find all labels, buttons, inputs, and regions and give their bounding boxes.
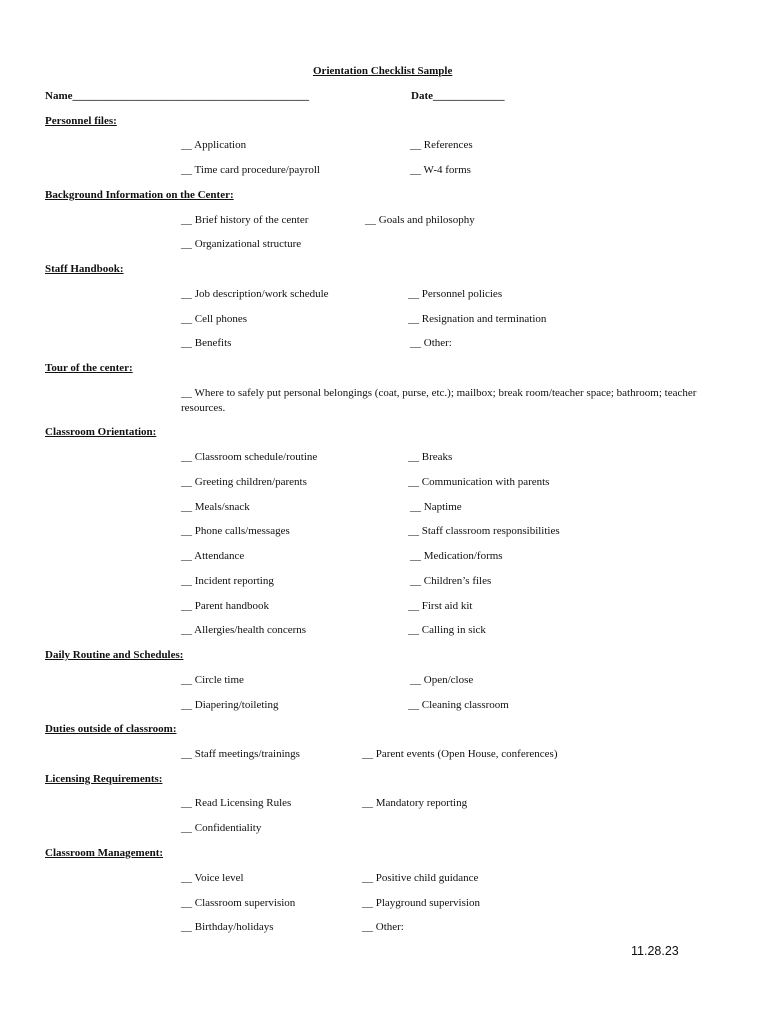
checklist-item[interactable]: __ Birthday/holidays (181, 921, 274, 933)
checklist-item[interactable]: __ Classroom schedule/routine (181, 451, 318, 463)
checklist-item[interactable]: __ Organizational structure (181, 238, 302, 250)
checklist-item[interactable]: __ Open/close (410, 674, 474, 686)
checklist-item[interactable]: __ Breaks (408, 451, 453, 463)
checklist-item[interactable]: __ Voice level (181, 872, 244, 884)
checklist-item-tour-continued: resources. (181, 402, 226, 414)
checklist-item[interactable]: __ Application (181, 139, 247, 151)
checklist-item[interactable]: __ Brief history of the center (181, 214, 309, 226)
checklist-item[interactable]: __ Job description/work schedule (181, 288, 329, 300)
section-heading-duties-outside-classroom: Duties outside of classroom: (45, 723, 177, 735)
section-heading-classroom-orientation: Classroom Orientation: (45, 426, 157, 438)
checklist-item[interactable]: __ Calling in sick (408, 624, 486, 636)
checklist-item[interactable]: __ Resignation and termination (408, 313, 547, 325)
checklist-item[interactable]: __ Incident reporting (181, 575, 274, 587)
checklist-item[interactable]: __ Circle time (181, 674, 244, 686)
checklist-item[interactable]: __ Mandatory reporting (362, 797, 468, 809)
checklist-item-tour[interactable]: __ Where to safely put personal belongings (coat, purse, etc.); mailbox; break room/teacher space; bathroom; teacher (181, 387, 697, 399)
checklist-item[interactable]: __ Communication with parents (408, 476, 550, 488)
checklist-item[interactable]: __ Medication/forms (410, 550, 503, 562)
checklist-item[interactable]: __ Cleaning classroom (408, 699, 509, 711)
checklist-item[interactable]: __ Diapering/toileting (181, 699, 279, 711)
checklist-item[interactable]: __ References (410, 139, 473, 151)
checklist-item[interactable]: __ Parent handbook (181, 600, 269, 612)
page-title: Orientation Checklist Sample (313, 65, 453, 77)
name-field[interactable]: Name___________________________________________ (45, 90, 309, 102)
checklist-item[interactable]: __ Allergies/health concerns (181, 624, 307, 636)
checklist-item[interactable]: __ Classroom supervision (181, 897, 296, 909)
section-heading-daily-routine: Daily Routine and Schedules: (45, 649, 184, 661)
section-heading-background-information: Background Information on the Center: (45, 189, 234, 201)
checklist-item[interactable]: __ Cell phones (181, 313, 247, 325)
checklist-item[interactable]: __ Playground supervision (362, 897, 480, 909)
section-heading-tour-of-the-center: Tour of the center: (45, 362, 133, 374)
checklist-item[interactable]: __ Time card procedure/payroll (181, 164, 320, 176)
checklist-item[interactable]: __ Positive child guidance (362, 872, 479, 884)
checklist-item[interactable]: __ Benefits (181, 337, 232, 349)
section-heading-licensing-requirements: Licensing Requirements: (45, 773, 163, 785)
checklist-item[interactable]: __ First aid kit (408, 600, 473, 612)
checklist-item[interactable]: __ Parent events (Open House, conferences) (362, 748, 558, 760)
checklist-item[interactable]: __ Greeting children/parents (181, 476, 307, 488)
checklist-item[interactable]: __ Confidentiality (181, 822, 262, 834)
checklist-item[interactable]: __ Attendance (181, 550, 245, 562)
section-heading-staff-handbook: Staff Handbook: (45, 263, 124, 275)
checklist-item[interactable]: __ Goals and philosophy (365, 214, 475, 226)
checklist-item[interactable]: __ Phone calls/messages (181, 525, 290, 537)
checklist-item[interactable]: __ Staff meetings/trainings (181, 748, 300, 760)
footer-date: 11.28.23 (631, 944, 679, 958)
checklist-item[interactable]: __ Meals/snack (181, 501, 250, 513)
checklist-item[interactable]: __ Children’s files (410, 575, 492, 587)
section-heading-classroom-management: Classroom Management: (45, 847, 164, 859)
section-heading-personnel-files: Personnel files: (45, 115, 117, 127)
checklist-item[interactable]: __ Personnel policies (408, 288, 503, 300)
checklist-item[interactable]: __ Read Licensing Rules (181, 797, 292, 809)
checklist-item[interactable]: __ W-4 forms (410, 164, 471, 176)
checklist-item[interactable]: __ Staff classroom responsibilities (408, 525, 560, 537)
date-field[interactable]: Date_____________ (411, 90, 505, 102)
checklist-item[interactable]: __ Naptime (410, 501, 462, 513)
checklist-item[interactable]: __ Other: (410, 337, 452, 349)
checklist-item[interactable]: __ Other: (362, 921, 404, 933)
